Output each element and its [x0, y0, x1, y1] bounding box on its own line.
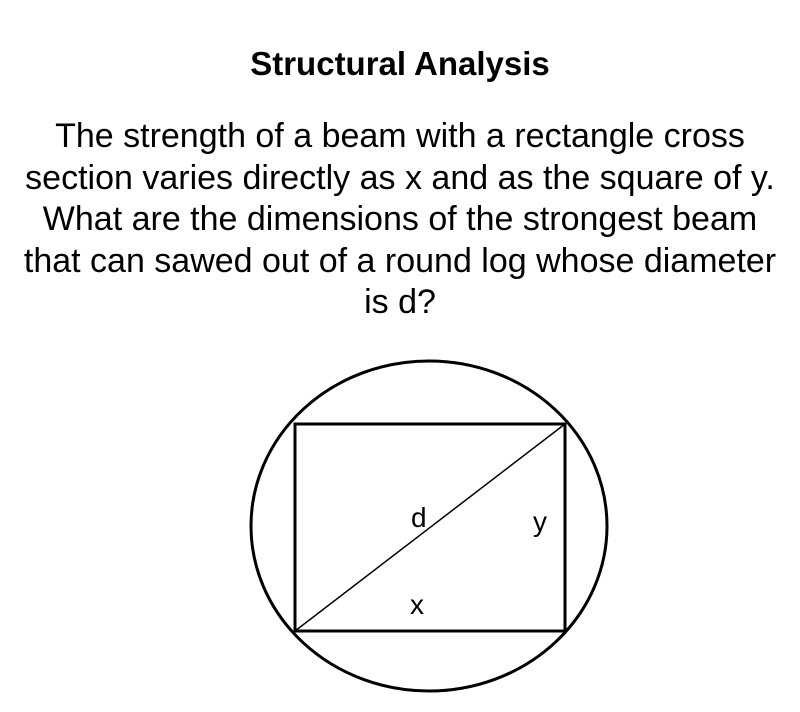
diagonal-line — [295, 424, 565, 631]
height-label: y — [533, 506, 547, 537]
diagonal-label: d — [411, 502, 427, 533]
page-title: Structural Analysis — [250, 45, 550, 82]
width-label: x — [410, 589, 424, 620]
log-circle — [251, 361, 607, 691]
problem-statement: The strength of a beam with a rectangle cross section varies directly as x and as the square of y. What are the dimensions of the strongest beam that can sawed out of a round log whose diameter is d? — [23, 117, 777, 321]
